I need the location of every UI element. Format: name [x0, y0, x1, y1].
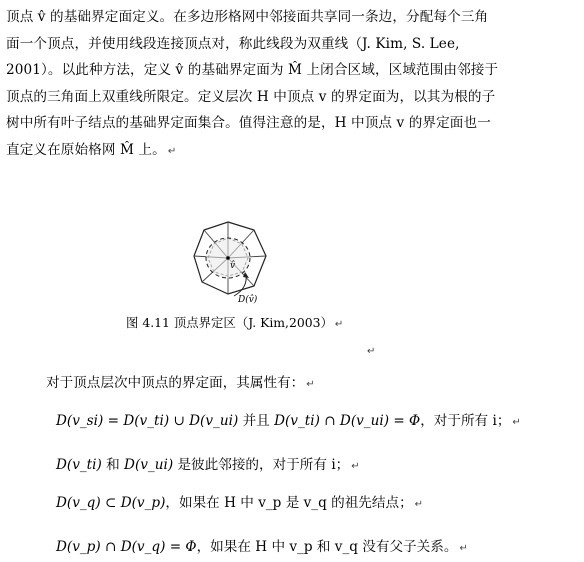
property-3-text: ，如果在 H 中 v_p 是 v_q 的祖先结点； — [165, 495, 413, 511]
paragraph-line-1: 顶点 v̂ 的基础界定面定义。在多边形格网中邻接面共享同一条边，分配每个三角 — [6, 9, 489, 25]
paragraph-line-4: 顶点的三角面上双重线所限定。定义层次 H 中顶点 v 的界定面为，以其为根的子 — [6, 88, 496, 105]
property-3-mark: ↵ — [414, 499, 424, 510]
property-3-formula: D(v_q) ⊂ D(v_p) — [56, 495, 166, 511]
pointer-line — [234, 274, 246, 296]
property-1-mark: ↵ — [512, 417, 521, 428]
property-2-formula2: D(v_ui) — [124, 457, 174, 473]
property-item-4 — [56, 536, 468, 560]
figure-caption-text: 图 4.11 顶点界定区（J. Kim,2003） — [126, 315, 333, 330]
property-1-formula2: D(v_ti) ∩ D(v_ui) = Φ — [274, 413, 421, 429]
paragraph-line-6-text: 直定义在原始格网 M̂ 上。 — [6, 141, 166, 158]
property-1-conj: 并且 — [238, 413, 275, 429]
properties-intro — [46, 372, 315, 396]
body-paragraph — [6, 4, 580, 166]
empty-line-mark: ↵ — [367, 346, 376, 357]
paragraph-line-6 — [6, 137, 580, 166]
property-1-text: ，对于所有 i； — [420, 413, 511, 429]
pointer-arrowhead — [243, 272, 249, 278]
caption-end-mark: ↵ — [334, 319, 344, 330]
property-1-formula: D(v_si) = D(v_ti) ∪ D(v_ui) — [56, 413, 239, 429]
property-4-text: ，如果在 H 中 v_p 和 v_q 没有父子关系。 — [196, 539, 458, 555]
property-item-1 — [56, 410, 521, 434]
property-4-mark: ↵ — [459, 543, 468, 554]
property-item-2 — [56, 454, 360, 478]
intro-end-mark: ↵ — [306, 379, 315, 390]
property-2-text: 是彼此邻接的，对于所有 i； — [173, 457, 350, 473]
property-2-formula: D(v_ti) — [56, 457, 102, 473]
paragraph-line-2: 面一个顶点，并使用线段连接顶点对，称此线段为双重线（J. Kim, S. Lee, — [6, 35, 460, 52]
paragraph-line-5: 树中所有叶子结点的基础界定面集合。值得注意的是，H 中顶点 v 的界定面也一 — [6, 115, 491, 132]
figure-hexagon-region — [190, 218, 280, 310]
property-2-conj: 和 — [101, 457, 125, 473]
figure-region-label: D(v̂) — [238, 295, 258, 305]
property-2-mark: ↵ — [351, 461, 360, 472]
properties-intro-text: 对于顶点层次中顶点的界定面，其属性有： — [46, 375, 305, 391]
property-item-3 — [56, 492, 423, 516]
paragraph-line-3: 2001）。以此种方法，定义 v̂ 的基础界定面为 M̂ 上闭合区域，区域范围由邻接于 — [6, 62, 499, 79]
vertex-label: v̂ — [230, 261, 236, 271]
figure-caption — [126, 314, 343, 334]
vertex-dot — [226, 256, 230, 260]
figure-svg — [190, 218, 280, 310]
property-4-formula: D(v_p) ∩ D(v_q) = Φ — [56, 539, 197, 555]
paragraph-end-mark: ↵ — [167, 145, 177, 157]
